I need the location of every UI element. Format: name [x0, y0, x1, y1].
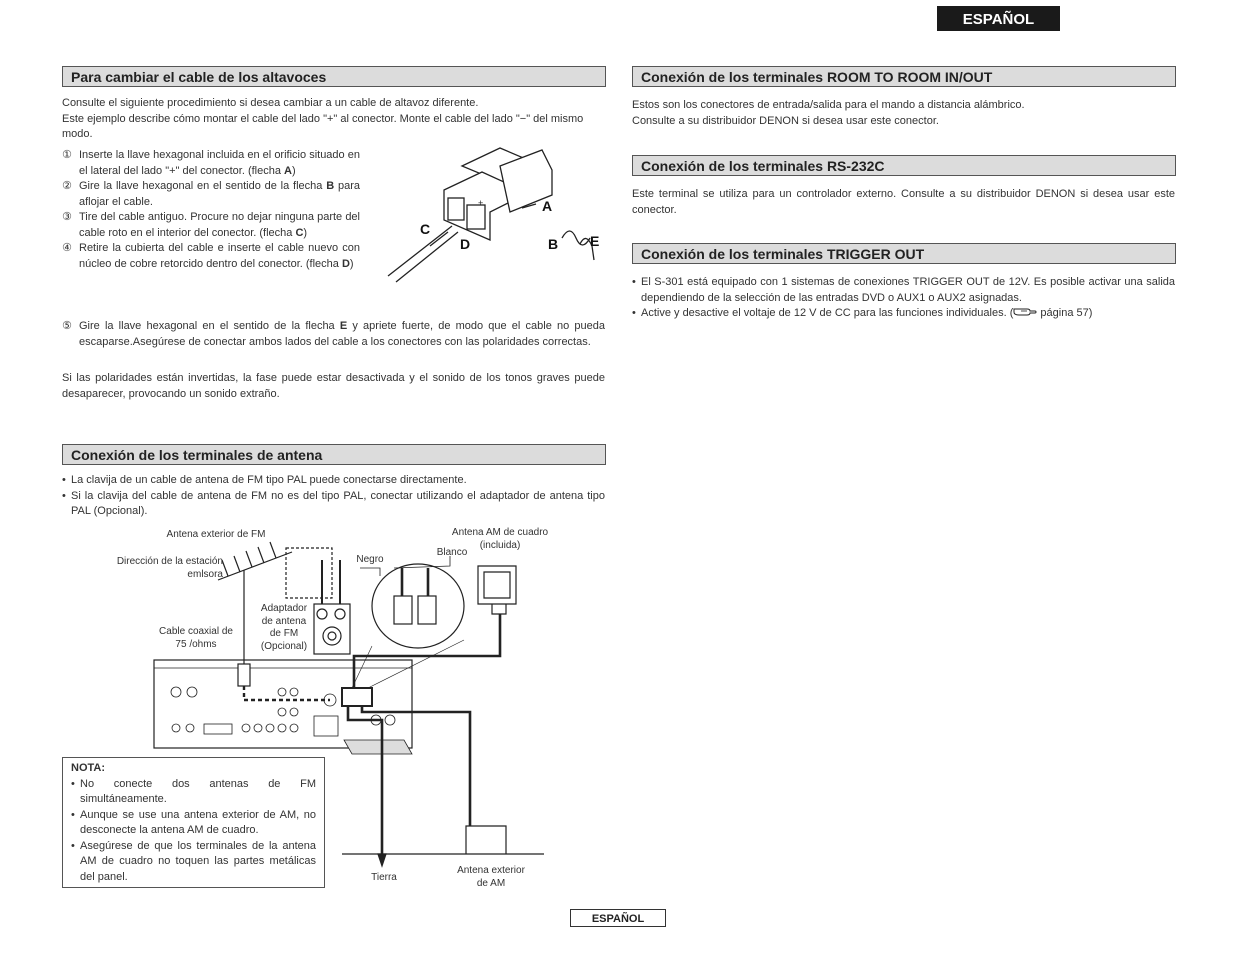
step-5-end: y apriete fuerte, de modo que el cable no pueda escaparse.Asegúrese de conectar ambos lados del cable a los conectores con las polaridades correctas.	[79, 320, 606, 348]
am-loop-stand	[492, 604, 506, 614]
nota-item-1: • No conecte dos antenas de FM simultáneamente.	[71, 777, 316, 808]
connector-slot-left	[448, 198, 464, 220]
trigger-bullet-2-text: Active y desactive el voltaje de 12 V de CC para las funciones individuales. (	[641, 307, 1014, 319]
label-am-outdoor: Antena exterior de AM	[457, 865, 525, 889]
section-title-room-to-room: Conexión de los terminales ROOM TO ROOM IN/OUT	[632, 66, 1176, 87]
step-1-end: )	[291, 164, 296, 177]
diagram-letter-e: E	[590, 233, 600, 249]
label-tierra: Tierra	[371, 872, 397, 883]
plus-mark: +	[478, 198, 484, 208]
nota-box	[62, 757, 325, 888]
trigger-bullet-2	[632, 306, 1175, 322]
nota-heading: NOTA:	[71, 762, 106, 774]
step-2-number: ②	[62, 180, 72, 192]
speaker-intro-line2: Este ejemplo describe cómo montar el cable del lado "+" al conector. Monte el cable del lado "−" del mismo modo.	[62, 112, 584, 140]
step-3-end: )	[303, 226, 308, 239]
room-to-room-line2: Consulte a su distribuidor DENON si desea usar este conector.	[632, 114, 939, 127]
polarity-note: Si las polaridades están invertidas, la fase puede estar desactivada y el sonido de los tonos graves puede desaparecer, provocando un sonido extraño.	[62, 372, 605, 400]
step-1-key: A	[284, 164, 292, 177]
ground-stake	[378, 854, 386, 866]
label-fm-outdoor-antenna: Antena exterior de FM	[166, 529, 266, 540]
step-5-number: ⑤	[62, 320, 72, 332]
diagram-letter-c: C	[420, 221, 431, 237]
step-4-number: ④	[62, 242, 72, 254]
label-negro: Negro	[356, 554, 384, 565]
step-1-text: Inserte la llave hexagonal incluida en el orificio situado en el lateral del lado "+" del conector. (flecha	[79, 149, 360, 177]
language-tab: ESPAÑOL	[937, 6, 1060, 31]
diagram-letter-b: B	[548, 236, 559, 252]
step-1-number: ①	[62, 149, 72, 161]
pointing-hand-icon	[1013, 306, 1037, 317]
step-3-key: C	[295, 226, 304, 239]
step-4-text: Retire la cubierta del cable e inserte el cable nuevo con núcleo de cobre retorcido dentro del conector. (flecha	[79, 242, 360, 270]
trigger-bullet-1: • El S-301 está equipado con 1 sistemas de conexiones TRIGGER OUT de 12V. Es posible activar una salida dependiendo de la selección de las entradas DVD o AUX1 o AUX2 asignadas.	[632, 275, 1175, 306]
step-5-key: E	[339, 320, 348, 332]
antenna-bullet-1: • La clavija de un cable de antena de FM tipo PAL puede conectarse directamente.	[62, 473, 605, 489]
nota-item-2: • Aunque se use una antena exterior de AM, no desconecte la antena AM de cuadro.	[71, 808, 316, 839]
label-am-loop: Antena AM de cuadro (incluida)	[451, 527, 549, 551]
receiver-edge-shadow	[344, 740, 412, 754]
section-title-trigger-out: Conexión de los terminales TRIGGER OUT	[632, 243, 1176, 264]
receiver-panel	[154, 660, 412, 748]
antenna-bullet-2: • Si la clavija del cable de antena de FM no es del tipo PAL, conectar utilizando el adaptador de antena tipo PAL (Opcional).	[62, 489, 605, 520]
room-to-room-text	[632, 98, 1176, 129]
step-4-end: )	[349, 257, 354, 270]
step-5-text: Gire la llave hexagonal en el sentido de la flecha	[79, 320, 340, 332]
trigger-out-bullets	[632, 275, 1175, 322]
nota-item-3: • Asegúrese de que los terminales de la antena AM de cuadro no toquen las partes metálicas del panel.	[71, 839, 316, 886]
step-2-text: Gire la llave hexagonal en el sentido de la flecha	[79, 180, 327, 192]
step-2-key: B	[326, 180, 335, 192]
fm-adapter-box	[286, 548, 332, 598]
footer-language-label: ESPAÑOL	[570, 909, 666, 927]
antenna-bullets	[62, 473, 605, 520]
speaker-connector-diagram	[388, 148, 594, 282]
label-coax-cable: Cable coaxial de 75 /ohms	[159, 626, 233, 650]
step-3-text: Tire del cable antiguo. Procure no dejar ninguna parte del cable roto en el interior del conector. (flecha	[79, 211, 360, 239]
wire-d	[430, 232, 448, 246]
section-title-speaker-cable: Para cambiar el cable de los altavoces	[62, 66, 606, 87]
label-fm-adapter: Adaptador de antena de FM (Opcional)	[260, 603, 308, 652]
label-station-direction: Dirección de la estación emlsora	[116, 556, 223, 580]
am-loop-antenna	[478, 566, 516, 604]
rs232c-text: Este terminal se utiliza para un controlador externo. Consulte a su distribuidor DENON si desea usar este conector.	[632, 188, 1175, 216]
trigger-bullet-2-end: página 57)	[1037, 307, 1093, 319]
diagram-letter-d: D	[460, 236, 471, 252]
step-3-number: ③	[62, 211, 72, 223]
section-title-antenna: Conexión de los terminales de antena	[62, 444, 606, 465]
room-to-room-line1: Estos son los conectores de entrada/salida para el mando a distancia alámbrico.	[632, 99, 1025, 111]
am-fm-terminal	[342, 688, 372, 706]
diagram-letter-a: A	[542, 198, 553, 214]
speaker-intro-line1: Consulte el siguiente procedimiento si desea cambiar a un cable de altavoz diferente.	[62, 97, 479, 109]
am-outdoor-antenna	[466, 826, 506, 854]
connector-slot-right	[467, 205, 485, 229]
step-4-key: D	[341, 257, 350, 270]
step-2-end: para aflojar el cable.	[79, 180, 360, 208]
label-blanco: Blanco	[436, 547, 468, 558]
section-title-rs232c: Conexión de los terminales RS-232C	[632, 155, 1176, 176]
